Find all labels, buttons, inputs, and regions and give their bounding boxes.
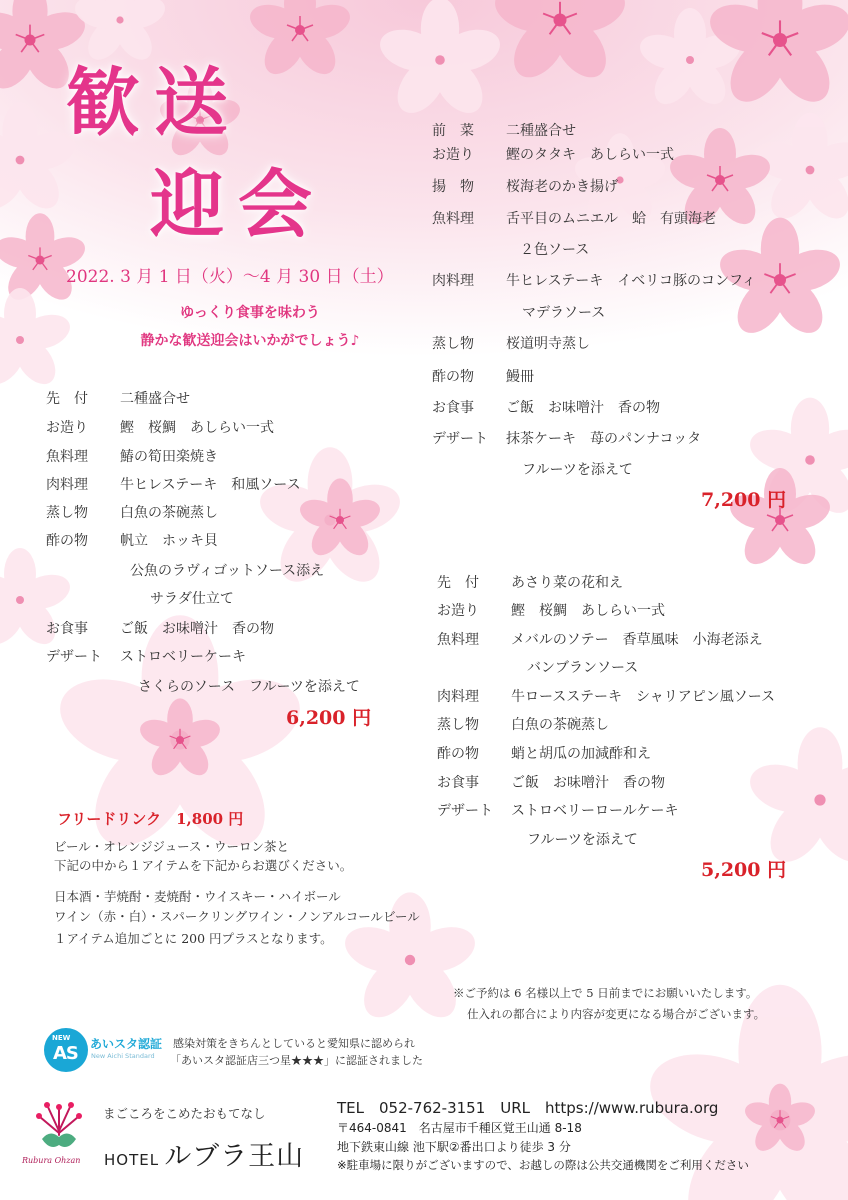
menu-row: ２色ソース [520,242,590,258]
menu-row: 肉料理 牛ロースステーキ シャリアピン風ソース [437,689,776,705]
menu-row: デザート ストロベリーロールケーキ [437,803,679,819]
free-drink-title: フリードリンク 1,800 円 [57,810,244,828]
menu-row: 魚料理 舌平目のムニエル 蛤 有頭海老 [432,211,716,227]
aisuta-name: あいスタ認証 [90,1037,163,1051]
menu-row: お食事 ご飯 お味噌汁 香の物 [46,621,274,637]
title-line-1: 歓送 [66,60,242,146]
menu-row: お造り 鰹のタタキ あしらい一式 [432,147,674,163]
menu-row: デザート ストロベリーケーキ [46,649,246,665]
contact-parking: ※駐車場に限りがございますので、お越しの際は公共交通機関をご利用ください [337,1158,749,1172]
course-top-right-price: 7,200 円 [701,489,787,511]
menu-row: お造り 鰹 桜鯛 あしらい一式 [437,603,665,619]
free-drink-list: ワイン（赤・白）・スパークリングワイン・ノンアルコールビール [54,909,420,924]
menu-row: お造り 鰹 桜鯛 あしらい一式 [46,420,274,436]
contact-access: 地下鉄東山線 池下駅②番出口より徒歩 3 分 [337,1140,571,1154]
menu-row: 酢の物 帆立 ホッキ貝 [46,533,218,549]
free-drink-list: １アイテム追加ごとに 200 円プラスとなります。 [54,931,333,946]
aisuta-badge: NEW AS [44,1028,88,1072]
menu-row: デザート 抹茶ケーキ 苺のパンナコッタ [432,431,702,447]
menu-row: 魚料理 メバルのソテー 香草風味 小海老添え [437,632,763,648]
menu-row: 蒸し物 桜道明寺蒸し [432,336,590,352]
free-drink-list: 日本酒・芋焼酎・麦焼酎・ウイスキー・ハイボール [54,889,341,904]
hotel-logo-text: Rubura Ohzan [22,1156,81,1165]
catchphrase-line-1: ゆっくり食事を味わう [180,305,320,321]
hotel-tagline: まごころをこめたおもてなし [103,1106,266,1121]
reservation-note: ※ご予約は 6 名様以上で 5 日前までにお願いいたします。 [453,986,758,1000]
menu-row: 揚 物 桜海老のかき揚げ [432,179,618,195]
menu-row: 肉料理 牛ヒレステーキ 和風ソース [46,477,301,493]
menu-row: 先 付 二種盛合せ [46,391,190,407]
menu-row: 肉料理 牛ヒレステーキ イベリコ豚のコンフィ [432,273,756,289]
menu-row: 魚料理 鰆の筍田楽焼き [46,449,218,465]
title-line-2: 迎会 [150,162,326,248]
catchphrase-line-2: 静かな歓送迎会はいかがでしょう♪ [140,333,360,349]
event-period: 2022. 3 月 1 日（火）～4 月 30 日（土） [66,267,394,287]
hotel-name: HOTEL ルブラ王山 [104,1141,305,1172]
menu-row: お食事 ご飯 お味噌汁 香の物 [437,775,665,791]
menu-row: 蒸し物 白魚の茶碗蒸し [437,717,609,733]
menu-row: 酢の物 蛸と胡瓜の加減酢和え [437,746,651,762]
course-bottom-right-price: 5,200 円 [701,859,787,881]
menu-row: 蒸し物 白魚の茶碗蒸し [46,505,218,521]
change-note: 仕入れの都合により内容が変更になる場合がございます。 [467,1007,766,1021]
menu-row: サラダ仕立て [150,591,234,607]
free-drink-text: 下記の中から１アイテムを下記からお選びください。 [54,858,353,873]
menu-row: 公魚のラヴィゴットソース添え [130,563,325,579]
aisuta-text: 「あいスタ認証店三つ星★★★」に認証されました [170,1054,423,1067]
menu-row: フルーツを添えて [527,832,638,848]
menu-row: バンブランソース [527,660,639,676]
menu-row: マデラソース [522,305,606,321]
contact-address: 〒464-0841 名古屋市千種区覚王山通 8-18 [337,1121,582,1135]
menu-row: フルーツを添えて [522,462,633,478]
menu-row: お食事 ご飯 お味噌汁 香の物 [432,400,660,416]
aisuta-text: 感染対策をきちんとしていると愛知県に認められ [173,1037,415,1050]
menu-row: 前 菜 二種盛合せ [432,123,576,139]
course-left-price: 6,200 円 [286,707,372,729]
free-drink-text: ビール・オレンジジュース・ウーロン茶と [54,839,289,854]
hotel-logo-icon [24,1095,94,1157]
menu-row: 酢の物 鰻冊 [432,369,534,385]
menu-row: さくらのソース フルーツを添えて [138,679,360,695]
aisuta-sub: New Aichi Standard [91,1052,155,1060]
contact-tel-url: TEL 052-762-3151 URL https://www.rubura.org [337,1099,719,1117]
menu-row: 先 付 あさり菜の花和え [437,575,623,591]
